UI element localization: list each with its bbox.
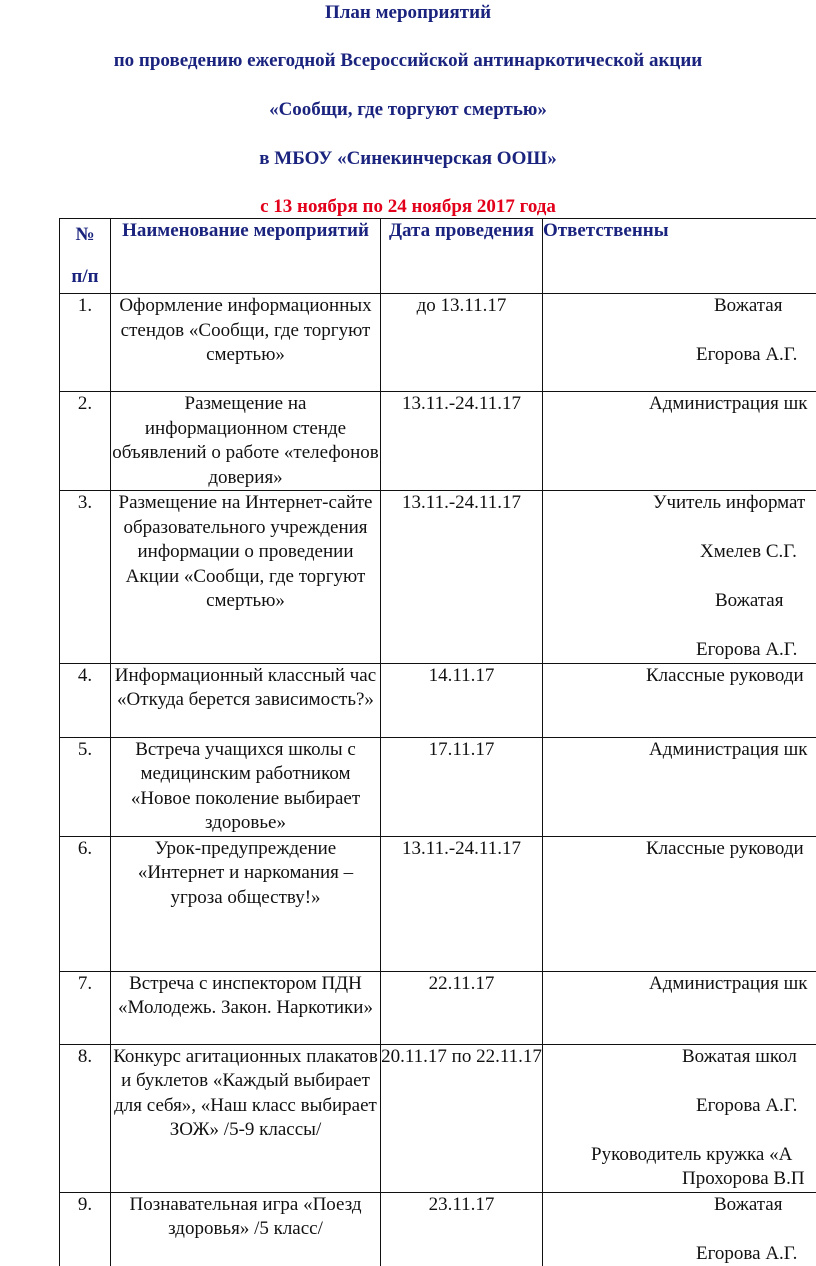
row-event-name: Конкурс агитационных плакатов и буклетов «Каждый выбирает для себя», «Наш класс выбирает ЗОЖ» /5-9 классы/	[111, 1044, 381, 1192]
header-number-label: п/п	[71, 266, 99, 287]
row-date: 17.11.17	[381, 737, 543, 836]
document-date-range: с 13 ноября по 24 ноября 2017 года	[260, 196, 556, 217]
responsible-person: Егорова А.Г.	[696, 344, 798, 365]
row-event-name: Урок-предупреждение «Интернет и наркомания – угроза обществу!»	[111, 836, 381, 971]
row-date: до 13.11.17	[381, 294, 543, 392]
row-date: 13.11.-24.11.17	[381, 836, 543, 971]
responsible-person: Прохорова В.П	[682, 1168, 805, 1189]
responsible-person: Егорова А.Г.	[696, 1242, 798, 1264]
events-table	[59, 218, 816, 1266]
row-responsible	[543, 663, 816, 737]
responsible-person: Администрация шк	[649, 393, 808, 414]
row-number: 9.	[60, 1192, 111, 1266]
header-event-name: Наименование мероприятий	[111, 219, 381, 294]
row-event-name: Размещение на информационном стенде объявлений о работе «телефонов доверия»	[111, 392, 381, 491]
table-row	[60, 1044, 816, 1192]
responsible-person: Егорова А.Г.	[696, 639, 798, 660]
row-number: 4.	[60, 663, 111, 737]
responsible-spacer	[543, 614, 816, 639]
row-date: 20.11.17 по 22.11.17	[381, 1044, 543, 1192]
responsible-person: Вожатая школ	[682, 1045, 797, 1067]
row-number: 7.	[60, 971, 111, 1044]
row-number: 8.	[60, 1044, 111, 1192]
header-number-symbol: №	[75, 224, 95, 245]
table-row	[60, 1192, 816, 1266]
row-number: 5.	[60, 737, 111, 836]
header-number	[60, 219, 111, 294]
responsible-person: Руководитель кружка «А	[591, 1143, 793, 1165]
table-row	[60, 663, 816, 737]
document-subtitle-campaign: по проведению ежегодной Всероссийской антинаркотической акции	[113, 50, 703, 71]
responsible-person: Администрация шк	[649, 738, 808, 760]
row-date: 22.11.17	[381, 971, 543, 1044]
row-event-name: Встреча с инспектором ПДН «Молодежь. Закон. Наркотики»	[111, 971, 381, 1044]
row-responsible	[543, 737, 816, 836]
responsible-spacer	[543, 565, 816, 590]
document-subtitle-slogan: «Сообщи, где торгуют смертью»	[269, 99, 547, 120]
responsible-person: Учитель информат	[653, 492, 806, 513]
document-title: План мероприятий	[324, 2, 492, 23]
row-date: 13.11.-24.11.17	[381, 392, 543, 491]
table-row	[60, 836, 816, 971]
document-subtitle-school: в МБОУ «Синекинчерская ООШ»	[259, 148, 557, 169]
table-header-row	[60, 219, 816, 294]
table-row	[60, 392, 816, 491]
table-row	[60, 971, 816, 1044]
header-date: Дата проведения	[381, 219, 543, 294]
row-date: 23.11.17	[381, 1192, 543, 1266]
header-responsible: Ответственны	[543, 219, 816, 294]
responsible-person: Вожатая	[714, 1193, 783, 1215]
responsible-person: Вожатая	[714, 295, 783, 316]
table-body	[60, 294, 816, 1266]
responsible-spacer	[543, 319, 816, 344]
row-responsible	[543, 491, 816, 664]
responsible-person: Егорова А.Г.	[696, 1094, 798, 1116]
row-responsible	[543, 392, 816, 491]
responsible-person: Администрация шк	[649, 972, 808, 994]
table-row	[60, 491, 816, 664]
responsible-spacer	[543, 516, 816, 541]
table-row	[60, 737, 816, 836]
row-date: 13.11.-24.11.17	[381, 491, 543, 664]
responsible-person: Классные руководи	[646, 837, 804, 859]
row-event-name: Встреча учащихся школы с медицинским работником «Новое поколение выбирает здоровье»	[111, 737, 381, 836]
responsible-spacer	[543, 1217, 816, 1242]
row-date: 14.11.17	[381, 663, 543, 737]
responsible-person: Классные руководи	[646, 664, 804, 686]
responsible-person: Хмелев С.Г.	[700, 541, 797, 562]
row-number: 3.	[60, 491, 111, 664]
row-number: 2.	[60, 392, 111, 491]
row-responsible	[543, 836, 816, 971]
responsible-spacer	[543, 1118, 816, 1143]
row-responsible	[543, 1044, 816, 1192]
row-number: 1.	[60, 294, 111, 392]
row-responsible	[543, 971, 816, 1044]
row-event-name: Информационный классный час «Откуда берется зависимость?»	[111, 663, 381, 737]
table-row	[60, 294, 816, 392]
row-responsible	[543, 294, 816, 392]
responsible-spacer	[543, 1069, 816, 1094]
row-responsible	[543, 1192, 816, 1266]
row-event-name: Размещение на Интернет-сайте образовательного учреждения информации о проведении Акции «Сообщи, где торгуют смертью»	[111, 491, 381, 664]
row-event-name: Познавательная игра «Поезд здоровья» /5 класс/	[111, 1192, 381, 1266]
responsible-person: Вожатая	[715, 590, 784, 611]
row-number: 6.	[60, 836, 111, 971]
row-event-name: Оформление информационных стендов «Сообщи, где торгуют смертью»	[111, 294, 381, 392]
